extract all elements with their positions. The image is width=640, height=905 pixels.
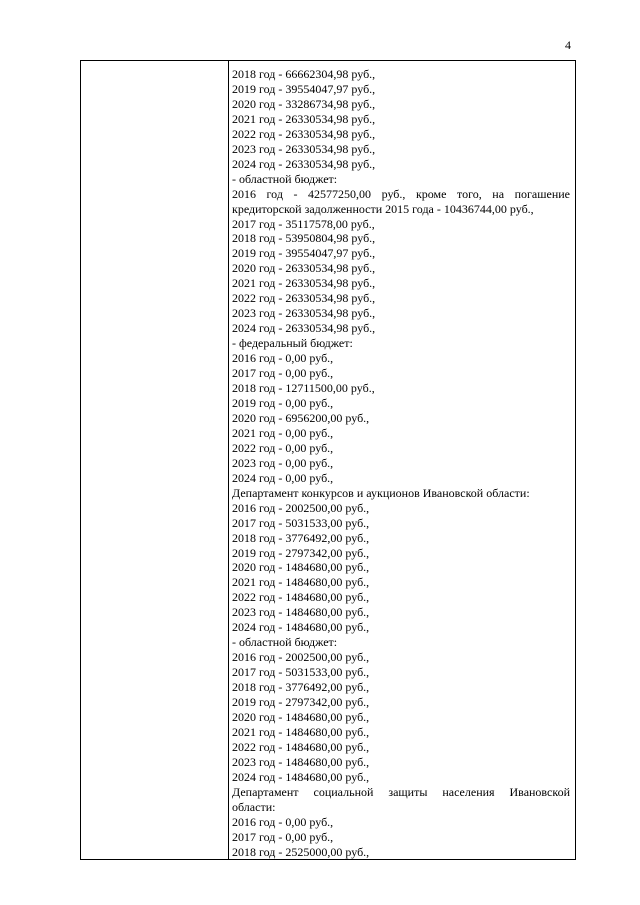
text-line: 2017 год - 0,00 руб., <box>232 366 334 381</box>
text-line: 2017 год - 0,00 руб., <box>232 829 334 844</box>
text-line: 2023 год - 1484680,00 руб., <box>232 754 370 769</box>
text-line: - областной бюджет: <box>232 635 338 650</box>
text-line: 2023 год - 26330534,98 руб., <box>232 306 376 321</box>
page-number: 4 <box>565 38 571 52</box>
text-line: 2018 год - 2525000,00 руб., <box>232 844 370 859</box>
text-line: 2018 год - 53950804,98 руб., <box>232 231 376 246</box>
text-line: 2019 год - 2797342,00 руб., <box>232 545 370 560</box>
text-line: 2021 год - 0,00 руб., <box>232 425 334 440</box>
text-line: 2018 год - 12711500,00 руб., <box>232 381 375 396</box>
text-line: 2021 год - 1484680,00 руб., <box>232 724 370 739</box>
table-right-cell <box>229 61 575 859</box>
text-line: 2021 год - 1484680,00 руб., <box>232 575 370 590</box>
text-line: 2018 год - 66662304,98 руб., <box>232 67 376 81</box>
text-line: 2020 год - 6956200,00 руб., <box>232 410 370 425</box>
text-line: области: <box>232 799 276 814</box>
text-line: 2021 год - 26330534,98 руб., <box>232 111 376 126</box>
text-line: 2020 год - 26330534,98 руб., <box>232 261 376 276</box>
budget-table <box>80 60 576 860</box>
text-line: 2022 год - 1484680,00 руб., <box>232 590 370 605</box>
text-line: 2017 год - 5031533,00 руб., <box>232 665 370 680</box>
text-line: 2022 год - 1484680,00 руб., <box>232 739 370 754</box>
text-line: Департамент социальной защиты населения Ивановской <box>232 784 570 799</box>
text-line: 2022 год - 0,00 руб., <box>232 440 334 455</box>
text-line: 2016 год - 2002500,00 руб., <box>232 500 370 515</box>
text-line: 2022 год - 26330534,98 руб., <box>232 126 376 141</box>
text-line: 2019 год - 39554047,97 руб., <box>232 81 376 96</box>
text-line: 2023 год - 0,00 руб., <box>232 455 334 470</box>
text-line: - областной бюджет: <box>232 171 338 186</box>
text-line: Департамент конкурсов и аукционов Ивановской области: <box>232 485 530 500</box>
text-line: 2020 год - 1484680,00 руб., <box>232 709 370 724</box>
text-line: 2024 год - 0,00 руб., <box>232 470 334 485</box>
text-line: 2016 год - 42577250,00 руб., кроме того, на погашение <box>232 186 570 201</box>
text-line: 2020 год - 33286734,98 руб., <box>232 96 376 111</box>
text-line: 2017 год - 5031533,00 руб., <box>232 515 370 530</box>
table-left-cell <box>81 61 229 859</box>
text-line: 2016 год - 0,00 руб., <box>232 351 334 366</box>
text-line: 2017 год - 35117578,00 руб., <box>232 216 375 231</box>
text-line: 2018 год - 3776492,00 руб., <box>232 680 370 695</box>
text-line: 2024 год - 1484680,00 руб., <box>232 769 370 784</box>
text-line: 2023 год - 26330534,98 руб., <box>232 141 376 156</box>
text-line: 2021 год - 26330534,98 руб., <box>232 276 376 291</box>
text-line: 2016 год - 0,00 руб., <box>232 814 334 829</box>
text-line: 2018 год - 3776492,00 руб., <box>232 530 370 545</box>
text-line: 2019 год - 2797342,00 руб., <box>232 695 370 710</box>
text-line: 2023 год - 1484680,00 руб., <box>232 605 370 620</box>
text-line: 2016 год - 2002500,00 руб., <box>232 650 370 665</box>
text-line: 2019 год - 39554047,97 руб., <box>232 246 376 261</box>
text-line: 2024 год - 1484680,00 руб., <box>232 620 370 635</box>
text-line: 2022 год - 26330534,98 руб., <box>232 291 376 306</box>
text-line: 2019 год - 0,00 руб., <box>232 395 334 410</box>
text-line: 2024 год - 26330534,98 руб., <box>232 321 376 336</box>
text-line: 2024 год - 26330534,98 руб., <box>232 156 376 171</box>
text-line: кредиторской задолженности 2015 года - 10436744,00 руб., <box>232 201 534 216</box>
text-line: 2020 год - 1484680,00 руб., <box>232 560 370 575</box>
text-line: - федеральный бюджет: <box>232 336 353 351</box>
